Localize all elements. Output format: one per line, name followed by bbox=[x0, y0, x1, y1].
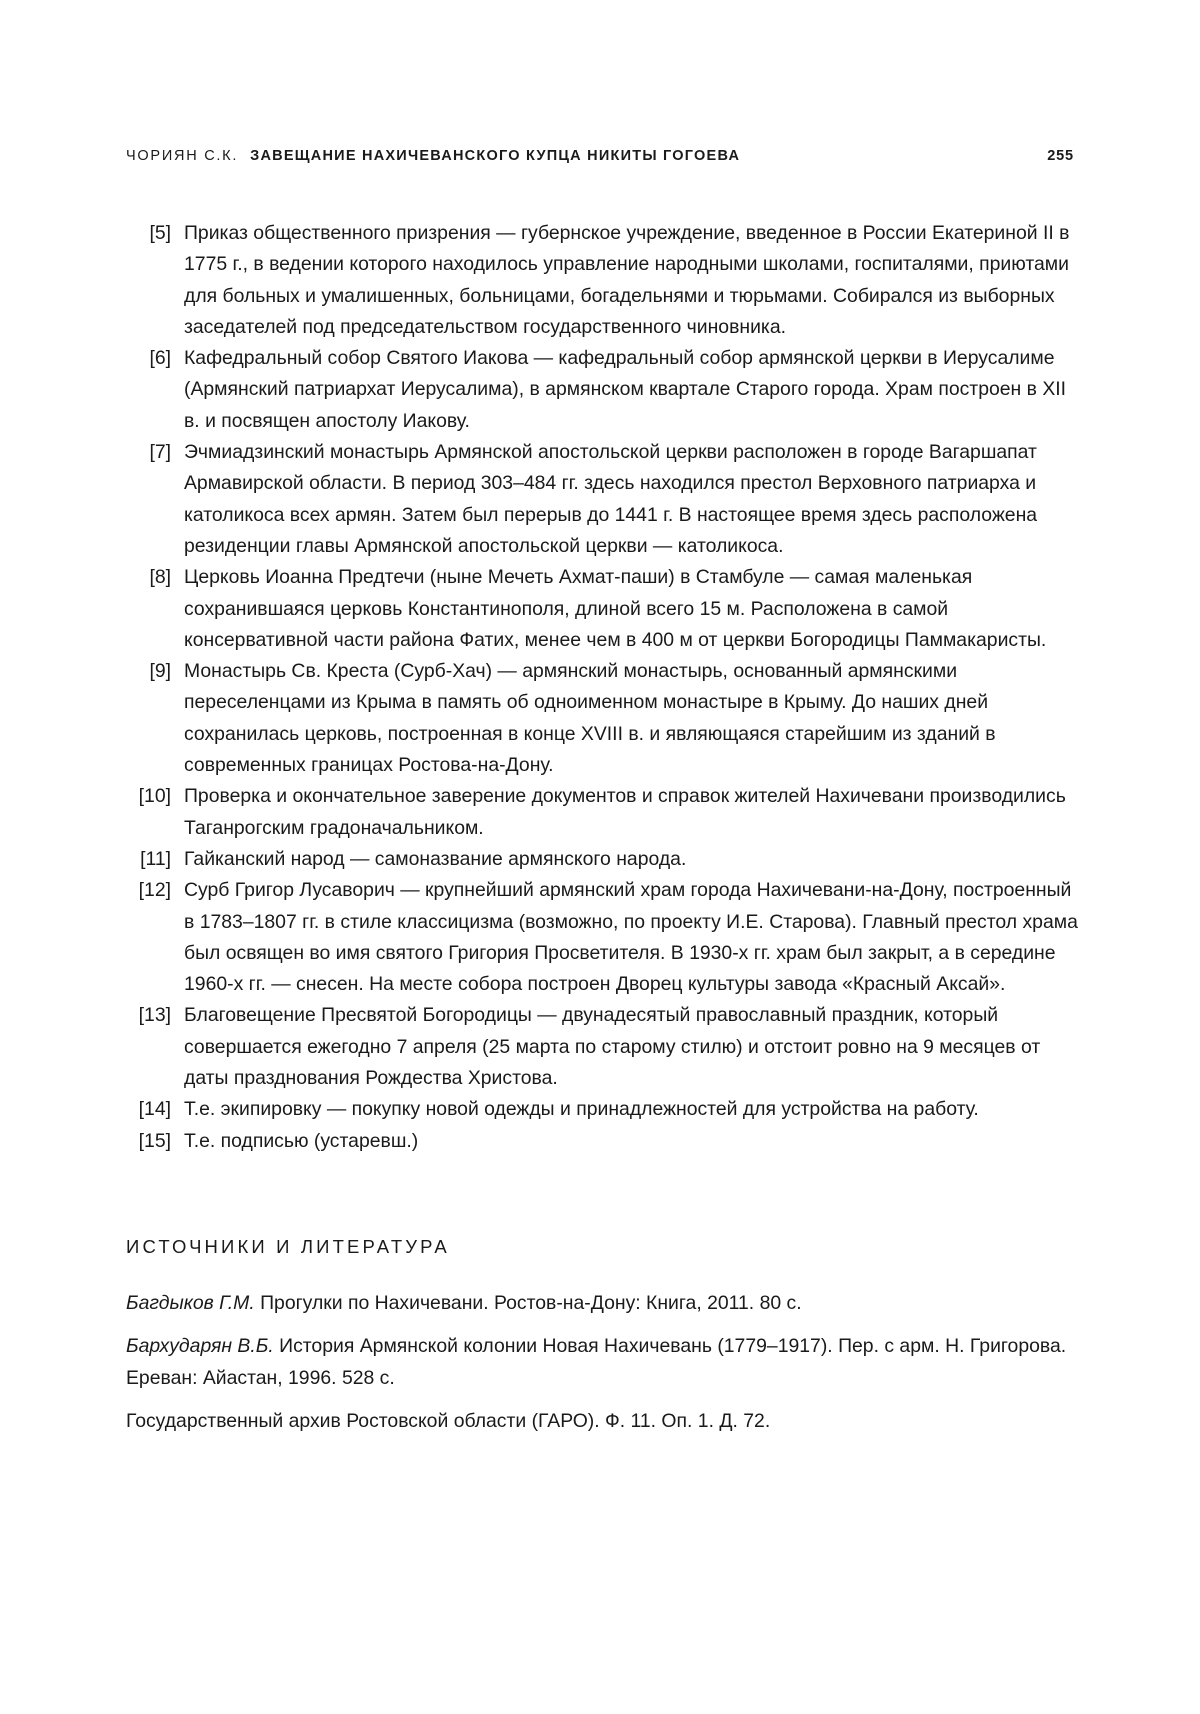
reference-author: Багдыков Г.М. bbox=[126, 1292, 255, 1314]
references-heading: ИСТОЧНИКИ И ЛИТЕРАТУРА bbox=[126, 1236, 450, 1257]
reference-rest: История Армянской колонии Новая Нахичевань (1779–1917). Пер. с арм. Н. Григорова. Ереван: Айастан, 1996. 528 с. bbox=[126, 1335, 1067, 1389]
running-head-left bbox=[126, 148, 740, 164]
note-marker: [6] bbox=[149, 347, 171, 370]
list-item bbox=[126, 1126, 1081, 1157]
list-item bbox=[126, 844, 1081, 875]
note-marker: [10] bbox=[138, 785, 171, 808]
list-item bbox=[126, 875, 1081, 1000]
running-head-title: ЗАВЕЩАНИЕ НАХИЧЕВАНСКОГО КУПЦА НИКИТЫ ГОГОЕВА bbox=[250, 148, 741, 164]
note-text: Церковь Иоанна Предтечи (ныне Мечеть Ахмат-паши) в Стамбуле — самая маленькая сохранившаяся церковь Константинополя, длиной всего 15 м. Расположена в самой консервативной части района Фатих, менее чем в 400 м от церкви Богородицы Паммакаристы. bbox=[184, 566, 1047, 651]
list-item bbox=[126, 562, 1081, 656]
reference-item bbox=[126, 1288, 1076, 1319]
note-marker: [5] bbox=[149, 222, 171, 244]
note-text: Т.е. подписью (устаревш.) bbox=[184, 1129, 419, 1152]
list-item bbox=[126, 781, 1081, 844]
reference-item bbox=[126, 1331, 1076, 1394]
running-head-author: ЧОРИЯН С.К. bbox=[126, 148, 239, 164]
note-text: Проверка и окончательное заверение документов и справок жителей Нахичевани производились Таганрогским градоначальником. bbox=[184, 785, 1066, 839]
note-text: Благовещение Пресвятой Богородицы — двунадесятый православный праздник, который совершается ежегодно 7 апреля (25 марта по старому стилю) и отстоит ровно на 9 месяцев от даты празднования Рождества Христова. bbox=[184, 1004, 1041, 1090]
note-marker: [12] bbox=[138, 879, 171, 902]
page-number: 255 bbox=[1047, 148, 1074, 164]
note-marker: [7] bbox=[149, 441, 171, 464]
list-item bbox=[126, 1094, 1081, 1125]
reference-author: Бархударян В.Б. bbox=[126, 1335, 274, 1358]
note-marker: [13] bbox=[138, 1004, 171, 1027]
note-marker: [8] bbox=[149, 566, 171, 589]
references-list bbox=[126, 1288, 1076, 1449]
note-text: Т.е. экипировку — покупку новой одежды и принадлежностей для устройства на работу. bbox=[184, 1098, 979, 1121]
note-text: Гайканский народ — самоназвание армянского народа. bbox=[184, 847, 687, 870]
note-text: Сурб Григор Лусаворич — крупнейший армянский храм города Нахичевани-на-Дону, построенный в 1783–1807 гг. в стиле классицизма (возможно, по проекту И.Е. Старова). Главный престол храма был освящен во имя святого Григория Просветителя. В 1930-х гг. храм был закрыт, а в середине 1960-х гг. — снесен. На месте собора построен Дворец культуры завода «Красный Аксай». bbox=[184, 879, 1078, 996]
list-item bbox=[126, 656, 1081, 781]
list-item bbox=[126, 218, 1081, 343]
list-item bbox=[126, 1000, 1081, 1094]
note-text: Эчмиадзинский монастырь Армянской апостольской церкви расположен в городе Вагаршапат Армавирской области. В период 303–484 гг. здесь находился престол Верховного патриарха и католикоса всех армян. Затем был перерыв до 1441 г. В настоящее время здесь расположена резиденции главы Армянской апостольской церкви — католикоса. bbox=[184, 441, 1038, 557]
endnotes-list bbox=[126, 218, 1081, 1157]
note-text: Приказ общественного призрения — губернское учреждение, введенное в России Екатериной II в 1775 г., в ведении которого находилось управление народными школами, госпиталями, приютами для больных и умалишенных, больницами, богадельнями и тюрьмами. Собирался из выборных заседателей под председательством государственного чиновника. bbox=[184, 222, 1070, 338]
note-text: Кафедральный собор Святого Иакова — кафедральный собор армянской церкви в Иерусалиме (Армянский патриархат Иерусалима), в армянском квартале Старого города. Храм построен в XII в. и посвящен апостолу Иакову. bbox=[184, 347, 1067, 432]
reference-rest: Государственный архив Ростовской области (ГАРО). Ф. 11. Оп. 1. Д. 72. bbox=[126, 1409, 771, 1432]
note-marker: [14] bbox=[138, 1098, 171, 1121]
note-marker: [9] bbox=[149, 660, 171, 683]
note-marker: [15] bbox=[138, 1129, 171, 1152]
list-item bbox=[126, 437, 1081, 562]
note-marker: [11] bbox=[140, 847, 171, 870]
reference-item bbox=[126, 1406, 1076, 1437]
running-head bbox=[126, 148, 1074, 164]
note-text: Монастырь Св. Креста (Сурб-Хач) — армянский монастырь, основанный армянскими переселенцами из Крыма в память об одноименном монастыре в Крыму. До наших дней сохранилась церковь, построенная в конце XVIII в. и являющаяся старейшим из зданий в современных границах Ростова-на-Дону. bbox=[184, 660, 996, 777]
list-item bbox=[126, 343, 1081, 437]
reference-rest: Прогулки по Нахичевани. Ростов-на-Дону: Книга, 2011. 80 с. bbox=[254, 1292, 802, 1314]
